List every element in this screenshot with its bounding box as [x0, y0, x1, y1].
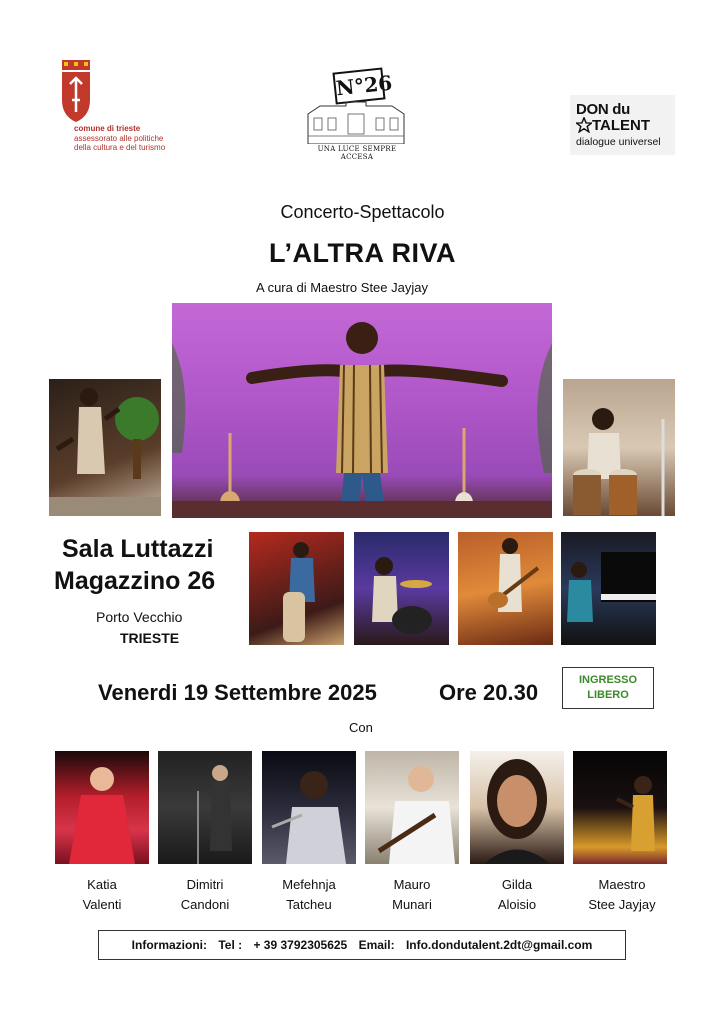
main-stage-photo: [172, 303, 552, 518]
email-address[interactable]: Info.dondutalent.2dt@gmail.com: [405, 938, 593, 952]
artist-last-name: Tatcheu: [286, 897, 332, 912]
info-label: Informazioni:: [131, 938, 207, 952]
artist-figure-5: [470, 751, 564, 864]
venue-area: Porto Vecchio: [96, 609, 183, 625]
side-photo-right: [563, 379, 675, 516]
artist-name-2: [158, 875, 252, 915]
artist-first-name: Gilda: [501, 877, 533, 892]
artist-last-name: Valenti: [82, 897, 122, 912]
artist-first-name: Maestro: [598, 877, 646, 892]
artist-figure-4: [365, 751, 459, 864]
guitarist-figure: [458, 532, 553, 645]
artist-photo-stee: [573, 751, 667, 864]
photo-guitar: [458, 532, 553, 645]
with-label: Con: [349, 720, 373, 735]
magazzino-26-logo: [302, 66, 412, 161]
don-line3: dialogue universel: [576, 136, 661, 148]
artist-first-name: Dimitri: [186, 877, 224, 892]
pianist-figure: [561, 532, 656, 645]
venue-line1: Sala Luttazzi: [62, 535, 214, 563]
building-icon: [306, 100, 406, 144]
artist-last-name: Munari: [392, 897, 432, 912]
artist-photo-dimitri: [158, 751, 252, 864]
artist-first-name: Mefehnja: [282, 877, 336, 892]
artist-name-1: [55, 875, 149, 915]
trieste-crest-icon: [60, 60, 92, 122]
email-label: Email:: [358, 938, 395, 952]
entry-line1: INGRESSO: [578, 674, 638, 686]
trieste-line2: della cultura e del turismo: [74, 143, 166, 152]
magazzino-motto: UNA LUCE SEMPRE ACCESA: [317, 145, 397, 161]
photo-drums: [354, 532, 449, 645]
event-type: Concerto-Spettacolo: [280, 202, 445, 222]
trieste-name: comune di trieste: [74, 124, 141, 133]
artist-first-name: Mauro: [393, 877, 431, 892]
comune-di-trieste-logo: [58, 60, 198, 155]
number-tag: N°26: [332, 67, 385, 104]
venue-city: TRIESTE: [120, 630, 180, 646]
entry-line2: LIBERO: [587, 689, 629, 701]
side-right-figure: [563, 379, 675, 516]
event-curator: A cura di Maestro Stee Jayjay: [256, 280, 428, 295]
artist-first-name: Katia: [87, 877, 117, 892]
artist-last-name: Aloisio: [497, 897, 537, 912]
artist-name-4: [365, 875, 459, 915]
artist-name-3: [262, 875, 356, 915]
artist-name-6: [575, 875, 669, 915]
artist-name-5: [470, 875, 564, 915]
tel-label: Tel :: [218, 938, 243, 952]
artist-photo-gilda: [470, 751, 564, 864]
event-date: Venerdi 19 Settembre 2025: [98, 680, 377, 705]
artist-figure-1: [55, 751, 149, 864]
photo-piano: [561, 532, 656, 645]
venue-line2: Magazzino 26: [54, 567, 216, 595]
phone-number[interactable]: + 39 3792305625: [253, 938, 348, 952]
artist-figure-2: [158, 751, 252, 864]
don-line1: DON du: [576, 101, 631, 118]
star-icon: [576, 117, 592, 133]
artist-figure-6: [573, 751, 667, 864]
event-title: L’ALTRA RIVA: [269, 238, 456, 268]
performer-figure: [172, 303, 552, 518]
artist-figure-3: [262, 751, 356, 864]
trieste-line1: assessorato alle politiche: [74, 133, 164, 143]
artist-last-name: Candoni: [180, 897, 230, 912]
side-left-figure: [49, 379, 161, 516]
side-photo-left: [49, 379, 161, 516]
free-entry-badge: [562, 667, 654, 709]
don-line2: TALENT: [592, 117, 651, 134]
drummer-figure: [249, 532, 344, 645]
artist-last-name: Stee Jayjay: [588, 897, 656, 912]
drummer-kit-figure: [354, 532, 449, 645]
artist-photo-mefehnja: [262, 751, 356, 864]
artist-photo-mauro: [365, 751, 459, 864]
photo-percussion: [249, 532, 344, 645]
artist-photo-katia: [55, 751, 149, 864]
don-du-talent-logo: [570, 95, 675, 155]
event-time: Ore 20.30: [439, 680, 539, 705]
contact-info-box: [98, 930, 626, 960]
